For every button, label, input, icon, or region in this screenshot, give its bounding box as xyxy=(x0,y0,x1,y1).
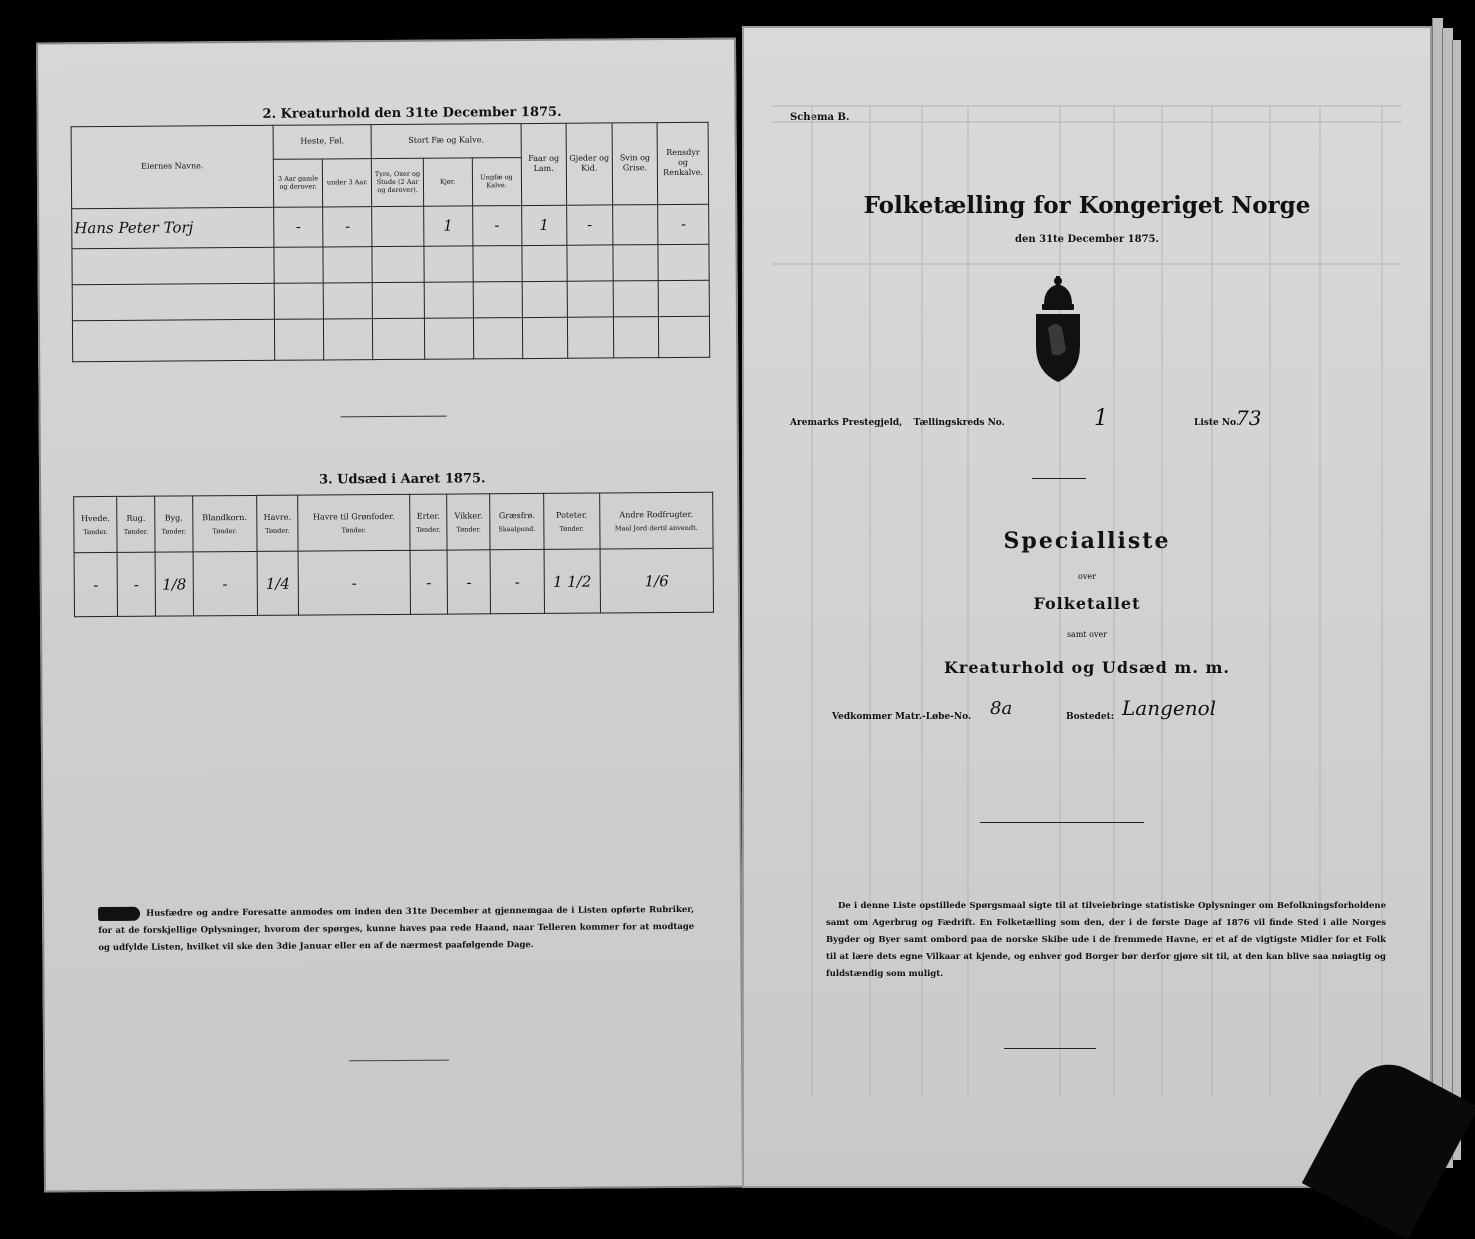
table-cell: 1 xyxy=(424,205,473,246)
right-page xyxy=(742,26,1432,1188)
owner-name-header: Eiernes Navne. xyxy=(71,125,273,208)
table-row xyxy=(72,204,709,249)
seed-col-unit: Tønder. xyxy=(265,526,290,535)
seed-col-header xyxy=(409,494,447,550)
seed-col-header xyxy=(256,495,298,551)
seed-value-cell: - xyxy=(193,551,257,615)
seed-col-name: Havre til Grønfoder. xyxy=(312,511,395,522)
census-title: Folketælling for Kongeriget Norge xyxy=(863,192,1311,219)
specialliste-heading: Specialliste xyxy=(1003,528,1171,554)
bulls-header: Tyre, Oxer og Stude (2 Aar og derover). xyxy=(372,158,424,206)
goats-header: Gjeder og Kid. xyxy=(566,123,612,205)
horses-young-header: under 3 Aar. xyxy=(323,158,372,206)
page-edge xyxy=(1452,40,1461,1160)
seed-col-name: Andre Rodfrugter. xyxy=(619,509,694,519)
seed-col-header xyxy=(74,496,118,552)
table-row xyxy=(74,548,713,616)
left-page xyxy=(36,38,744,1193)
matr-label: Vedkommer Matr.-Løbe-No. xyxy=(832,712,972,722)
divider xyxy=(1004,1048,1096,1049)
young-cattle-header: Ungfæ og Kalve. xyxy=(472,157,521,205)
table-cell xyxy=(612,204,658,245)
samt-over-text: samt over xyxy=(1066,630,1108,639)
sheep-header: Faar og Lam. xyxy=(521,123,567,205)
seed-col-unit: Tønder. xyxy=(161,526,187,536)
seed-col-header xyxy=(117,496,155,552)
table-cell xyxy=(372,206,424,247)
seed-col-unit: Tønder. xyxy=(341,525,367,534)
seed-value-cell: - xyxy=(298,550,410,615)
seed-value-cell: - xyxy=(447,550,490,614)
notice-text: Husfædre og andre Foresatte anmodes om inden den 31te December at gjennemgaa de i Listen opførte Rubriker, for at de forskjellige Oplysninger, hvorom der spørges, kunne haves paa rede Haand, naar Telleren kommer for at modtage og udfylde Listen, hvilket vil ske den 3die Januar eller en af de nærmest paafølgende Dage. xyxy=(98,904,695,954)
liste-value: 73 xyxy=(1236,406,1262,430)
seed-value-cell: 1/6 xyxy=(600,548,714,613)
seed-col-unit: Tønder. xyxy=(559,524,584,533)
seed-col-name: Blandkorn. xyxy=(202,512,247,522)
pigs-header: Svin og Grise. xyxy=(612,123,658,205)
divider xyxy=(980,822,1144,823)
seed-col-header xyxy=(155,496,193,552)
seed-col-name: Hvede. xyxy=(81,513,110,523)
seed-value-cell: 1/4 xyxy=(257,551,299,615)
schema-label: Schema B. xyxy=(790,112,850,123)
table-cell: - xyxy=(567,204,613,245)
seed-col-name: Havre. xyxy=(263,512,292,522)
matr-value: 8a xyxy=(990,698,1013,719)
over-text: over xyxy=(1078,572,1096,581)
section3-title: 3. Udsæd i Aaret 1875. xyxy=(319,471,486,488)
norway-coat-of-arms-icon xyxy=(1030,276,1086,386)
seed-col-header xyxy=(599,492,713,549)
seed-col-name: Byg. xyxy=(164,512,183,523)
seed-col-name: Græsfrø. xyxy=(498,510,535,520)
section2-title: 2. Kreaturhold den 31te December 1875. xyxy=(262,104,562,122)
divider xyxy=(341,416,447,418)
bosted-label: Bostedet: xyxy=(1066,712,1115,722)
liste-label: Liste No. xyxy=(1194,418,1240,428)
seed-col-header xyxy=(490,493,544,549)
table-cell: - xyxy=(273,206,323,247)
seed-col-unit: Skaalpund. xyxy=(498,524,536,533)
horses-header: Heste, Føl. xyxy=(273,125,372,159)
table-row xyxy=(72,280,709,320)
seed-col-unit: Tønder. xyxy=(456,524,481,534)
divider xyxy=(1032,478,1086,479)
seed-col-header xyxy=(544,493,600,549)
seed-table xyxy=(73,492,714,617)
seed-value-cell: 1/8 xyxy=(155,552,193,616)
pointing-hand-icon xyxy=(98,906,140,920)
bosted-value: Langenol xyxy=(1122,696,1217,720)
seed-value-cell: - xyxy=(490,549,544,613)
table-row xyxy=(72,316,709,361)
seed-col-unit: Tønder. xyxy=(83,527,108,536)
prestegjeld-field: Aremarks Prestegjeld, Tællingskreds No. xyxy=(790,418,1005,428)
seed-col-header xyxy=(193,495,257,551)
table-cell: - xyxy=(658,204,709,245)
folketallet-text: Folketallet xyxy=(1033,594,1141,613)
seed-col-unit: Maal Jord dertil anvendt. xyxy=(614,523,698,532)
census-notice: De i denne Liste opstillede Spørgsmaal sigte til at tilveiebringe statistiske Oplysninger om Befolkningsforholdene samt om Agerbrug og Fædrift. En Folketælling som den, der i de første Dage af 1876 vil finde Sted i alle Norges Bygder og Byer samt ombord paa de norske Skibe ude i de fremmede Havne, er et af de vigtigste Midler for et Folk til at lære dets egne Vilkaar at kjende, og enhver god Borger bør derfor gjøre sit til, at den kan blive saa nøiagtig og fuldstændig som muligt. xyxy=(826,901,1386,979)
seed-col-unit: Tønder. xyxy=(212,526,237,535)
seed-col-name: Rug. xyxy=(126,513,146,523)
table-cell: 1 xyxy=(521,205,567,246)
seed-value-cell: - xyxy=(410,550,448,614)
seed-col-name: Poteter. xyxy=(556,510,588,520)
reindeer-header: Rensdyr og Renkalve. xyxy=(657,122,708,204)
seed-value-cell: - xyxy=(117,552,155,616)
cows-header: Kjør. xyxy=(423,157,472,205)
seed-col-name: Vikker. xyxy=(454,510,483,521)
seed-col-header xyxy=(298,494,410,551)
horses-old-header: 3 Aar gamle og derover. xyxy=(273,159,323,207)
table-cell: - xyxy=(323,206,372,247)
kreaturhold-text: Kreaturhold og Udsæd m. m. xyxy=(944,658,1230,677)
census-date: den 31te December 1875. xyxy=(1015,234,1159,245)
seed-value-cell: 1 1/2 xyxy=(544,549,600,613)
seed-col-unit: Tønder. xyxy=(416,525,441,534)
divider xyxy=(349,1060,449,1062)
table-cell: - xyxy=(472,205,521,246)
kreds-value: 1 xyxy=(1094,406,1108,431)
table-row xyxy=(72,245,709,285)
cattle-header: Stort Fæ og Kalve. xyxy=(371,124,521,159)
seed-col-name: Erter. xyxy=(416,511,440,521)
livestock-table xyxy=(71,122,711,362)
seed-col-header xyxy=(447,494,490,550)
owner-name-cell: Hans Peter Torj xyxy=(72,207,274,249)
seed-value-cell: - xyxy=(74,552,118,616)
seed-col-unit: Tønder. xyxy=(123,527,149,536)
